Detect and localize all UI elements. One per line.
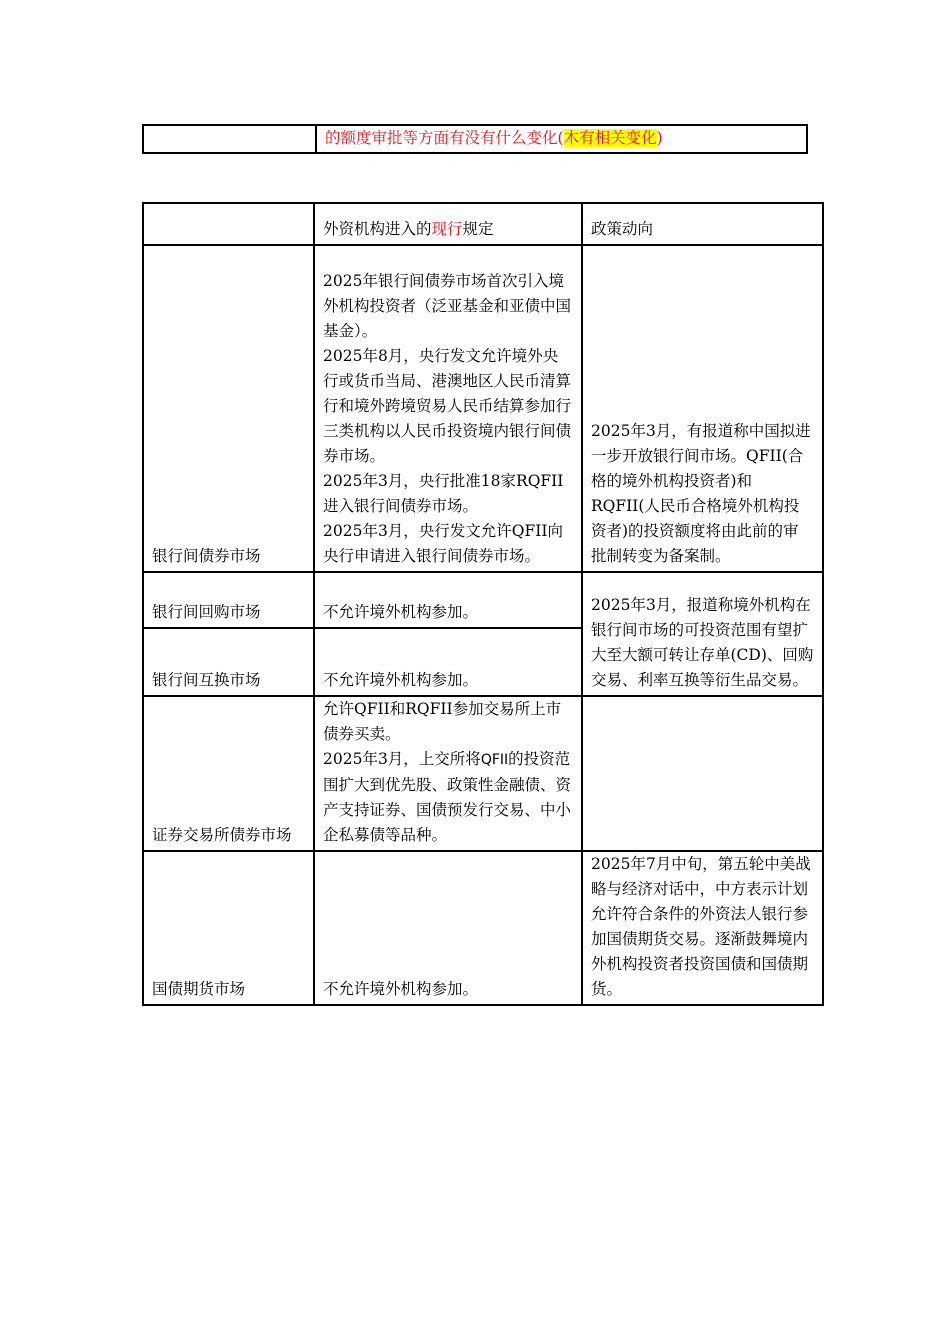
rule-paragraph: 2025年3月，央行批准18家RQFII进入银行间债券市场。 — [323, 472, 564, 515]
header-market-cell — [143, 203, 314, 245]
market-cell: 银行间债券市场 — [143, 245, 314, 572]
top-note-cell — [316, 125, 807, 153]
rules-cell — [314, 696, 582, 851]
qfii-term: QFII — [480, 752, 509, 768]
rule-paragraph: 2025年3月，央行发文允许QFII向央行申请进入银行间债券市场。 — [323, 522, 564, 565]
policy-cell: 2025年3月，有报道称中国拟进一步开放银行间市场。QFII(合格的境外机构投资者)和RQFII(人民币合格境外机构投资者)的投资额度将由此前的审批制转变为备案制。 — [582, 245, 823, 572]
top-note-text: 的额度审批等方面有没有什么变化( — [325, 129, 564, 147]
rule-paragraph: 允许QFII和RQFII参加交易所上市债券买卖。 — [323, 700, 562, 743]
rule-paragraph: 2025年银行间债券市场首次引入境外机构投资者（泛亚基金和亚债中国基金）。 — [323, 272, 572, 340]
rule-suffix: 的投资范围扩大到优先股、政策性金融债、资产支持证券、国债预发行交易、中小企私募债等品种。 — [323, 750, 572, 844]
header-rules-red: 现行 — [431, 220, 463, 238]
header-rules-suffix: 规定 — [462, 220, 494, 238]
table-row — [143, 572, 823, 628]
top-note-highlight: 木有相关变化 — [563, 129, 657, 147]
foreign-access-table — [142, 202, 824, 1006]
market-cell: 银行间回购市场 — [143, 572, 314, 628]
header-rules-cell — [314, 203, 582, 245]
rules-cell: 不允许境外机构参加。 — [314, 851, 582, 1005]
header-rules-prefix: 外资机构进入的 — [323, 220, 432, 238]
rule-prefix: 2025年3月，上交所将 — [323, 750, 481, 768]
market-cell: 国债期货市场 — [143, 851, 314, 1005]
top-note-empty-cell — [143, 125, 316, 153]
market-cell: 证券交易所债券市场 — [143, 696, 314, 851]
policy-cell: 2025年7月中旬，第五轮中美战略与经济对话中，中方表示计划允许符合条件的外资法人银行参加国债期货交易。逐渐鼓舞境内外机构投资者投资国债和国债期货。 — [582, 851, 823, 1005]
rules-cell: 不允许境外机构参加。 — [314, 628, 582, 696]
top-note-close: ) — [656, 129, 663, 147]
table-row — [143, 696, 823, 851]
header-policy-cell: 政策动向 — [582, 203, 823, 245]
table-row — [143, 851, 823, 1005]
top-note-table — [142, 124, 808, 154]
rules-cell — [314, 245, 582, 572]
policy-cell — [582, 696, 823, 851]
market-cell: 银行间互换市场 — [143, 628, 314, 696]
rules-cell: 不允许境外机构参加。 — [314, 572, 582, 628]
table-row — [143, 245, 823, 572]
policy-cell: 2025年3月，报道称境外机构在银行间市场的可投资范围有望扩大至大额可转让存单(CD)、回购交易、利率互换等衍生品交易。 — [582, 572, 823, 696]
rule-paragraph — [323, 747, 573, 848]
table-header-row — [143, 203, 823, 245]
rule-paragraph: 2025年8月，央行发文允许境外央行或货币当局、港澳地区人民币清算行和境外跨境贸易人民币结算参加行三类机构以人民币投资境内银行间债券市场。 — [323, 347, 572, 465]
